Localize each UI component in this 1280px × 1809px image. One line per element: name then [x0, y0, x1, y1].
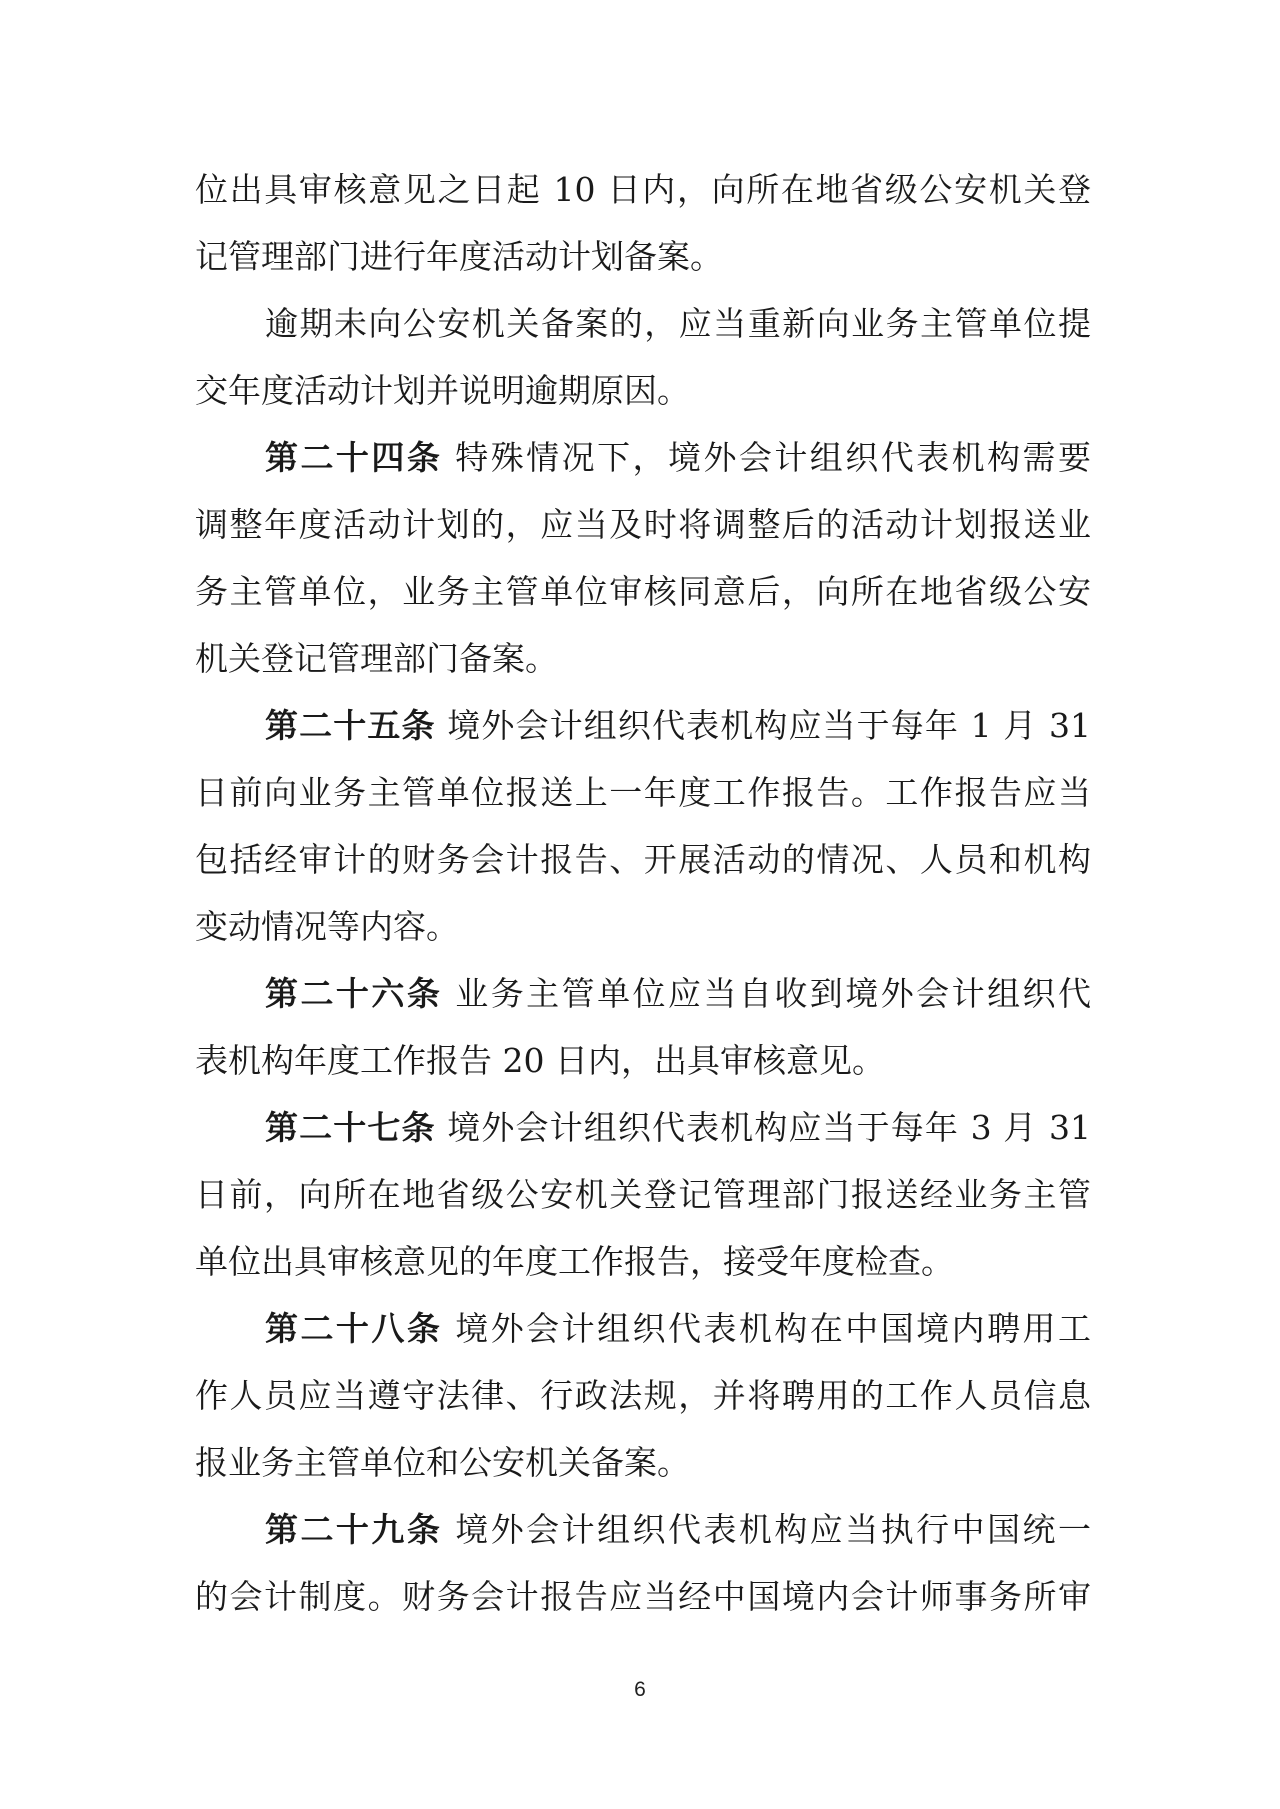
article-25-first-line: 第二十五条 境外会计组织代表机构应当于每年 1 月 31 — [265, 706, 1091, 745]
text-line: 的会计制度。财务会计报告应当经中国境内会计师事务所审 — [195, 1577, 1091, 1616]
article-heading: 第二十七条 — [265, 1108, 436, 1147]
text-line: 日前，向所在地省级公安机关登记管理部门报送经业务主管 — [195, 1175, 1091, 1214]
article-29-first-line: 第二十九条 境外会计组织代表机构应当执行中国统一 — [265, 1510, 1092, 1549]
text-line: 包括经审计的财务会计报告、开展活动的情况、人员和机构 — [195, 840, 1091, 879]
article-heading: 第二十六条 — [265, 974, 443, 1013]
article-24-first-line: 第二十四条 特殊情况下，境外会计组织代表机构需要 — [265, 438, 1092, 477]
article-heading: 第二十八条 — [265, 1309, 443, 1348]
article-heading: 第二十四条 — [265, 438, 443, 477]
text-line: 作人员应当遵守法律、行政法规，并将聘用的工作人员信息 — [195, 1376, 1091, 1415]
text-line: 变动情况等内容。 — [195, 907, 459, 946]
text-line: 务主管单位，业务主管单位审核同意后，向所在地省级公安 — [195, 572, 1091, 611]
text-line: 交年度活动计划并说明逾期原因。 — [195, 371, 690, 410]
article-28-first-line: 第二十八条 境外会计组织代表机构在中国境内聘用工 — [265, 1309, 1092, 1348]
article-heading: 第二十五条 — [265, 706, 436, 745]
document-body — [195, 156, 1091, 1630]
text-line: 表机构年度工作报告 20 日内，出具审核意见。 — [195, 1041, 885, 1080]
text-line: 日前向业务主管单位报送上一年度工作报告。工作报告应当 — [195, 773, 1091, 812]
article-27-first-line: 第二十七条 境外会计组织代表机构应当于每年 3 月 31 — [265, 1108, 1091, 1147]
article-heading: 第二十九条 — [265, 1510, 443, 1549]
text-line: 逾期未向公安机关备案的，应当重新向业务主管单位提 — [265, 304, 1091, 343]
text-line: 机关登记管理部门备案。 — [195, 639, 558, 678]
text-line: 调整年度活动计划的，应当及时将调整后的活动计划报送业 — [195, 505, 1091, 544]
text-line: 单位出具审核意见的年度工作报告，接受年度检查。 — [195, 1242, 954, 1281]
article-26-first-line: 第二十六条 业务主管单位应当自收到境外会计组织代 — [265, 974, 1092, 1013]
text-line: 位出具审核意见之日起 10 日内，向所在地省级公安机关登 — [195, 170, 1091, 209]
text-line: 记管理部门进行年度活动计划备案。 — [195, 237, 723, 276]
text-line: 报业务主管单位和公安机关备案。 — [195, 1443, 690, 1482]
page-number: 6 — [634, 1678, 646, 1701]
